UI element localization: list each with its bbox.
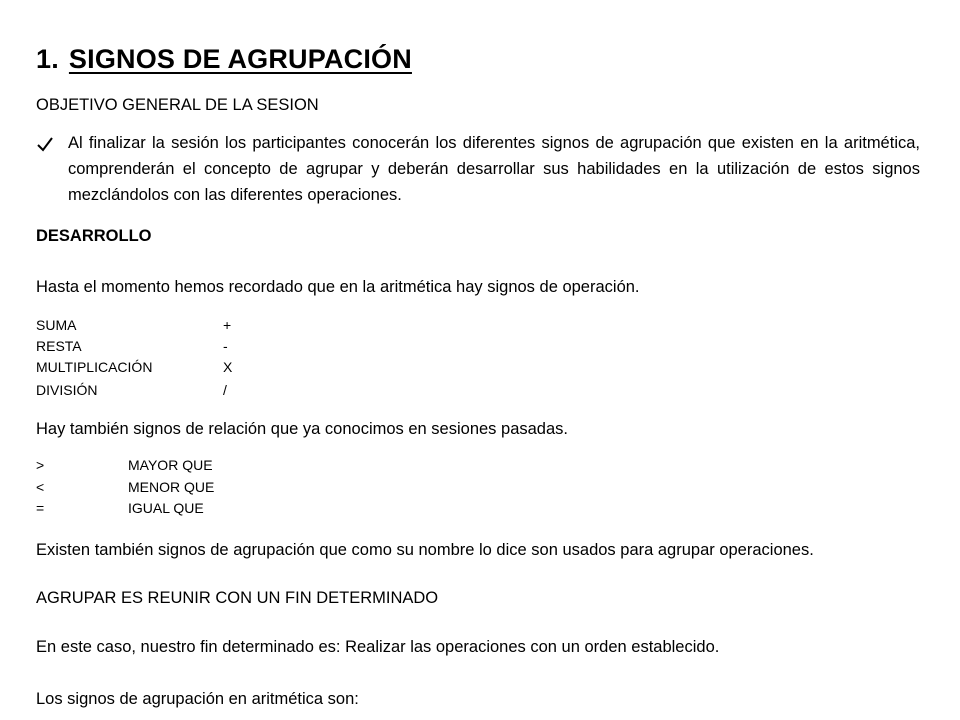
grouping-definition: AGRUPAR ES REUNIR CON UN FIN DETERMINADO [36,589,439,607]
objective-text: Al finalizar la sesión los participantes conocerán los diferentes signos de agrupación que existen en la aritmética, comprenderán el concepto de agrupar y deberán desarrollar sus habilidades en la utilización de estos signos mezclándolos con las diferentes operaciones. [68,134,920,204]
operation-name: RESTA [36,338,82,354]
development-heading: DESARROLLO [36,227,152,245]
relation-sign: > [36,457,45,473]
title-number: 1. [36,44,59,74]
operation-name: SUMA [36,317,77,333]
relation-sign: < [36,479,45,495]
operations-intro: Hasta el momento hemos recordado que en la aritmética hay signos de operación. [36,278,640,296]
operation-sign: - [223,338,228,354]
relation-sign: = [36,500,45,516]
grouping-intro: Existen también signos de agrupación que como su nombre lo dice son usados para agrupar operaciones. [36,541,814,559]
operation-name: MULTIPLICACIÓN [36,359,153,375]
relation-name: IGUAL QUE [128,500,204,516]
title-text: SIGNOS DE AGRUPACIÓN [68,44,412,74]
relation-name: MENOR QUE [128,479,215,495]
relation-name: MAYOR QUE [128,457,213,473]
operation-sign: + [223,317,232,333]
operation-name: DIVISIÓN [36,382,98,398]
closing-text: Los signos de agrupación en aritmética son: [36,690,359,708]
page-title [36,44,412,75]
purpose-text: En este caso, nuestro fin determinado es: Realizar las operaciones con un orden establecido. [36,638,720,656]
checkmark-icon [36,135,54,153]
operation-sign: X [223,359,233,375]
operation-sign: / [223,382,227,398]
objective-heading: OBJETIVO GENERAL DE LA SESION [36,96,319,114]
relations-intro: Hay también signos de relación que ya conocimos en sesiones pasadas. [36,420,568,438]
